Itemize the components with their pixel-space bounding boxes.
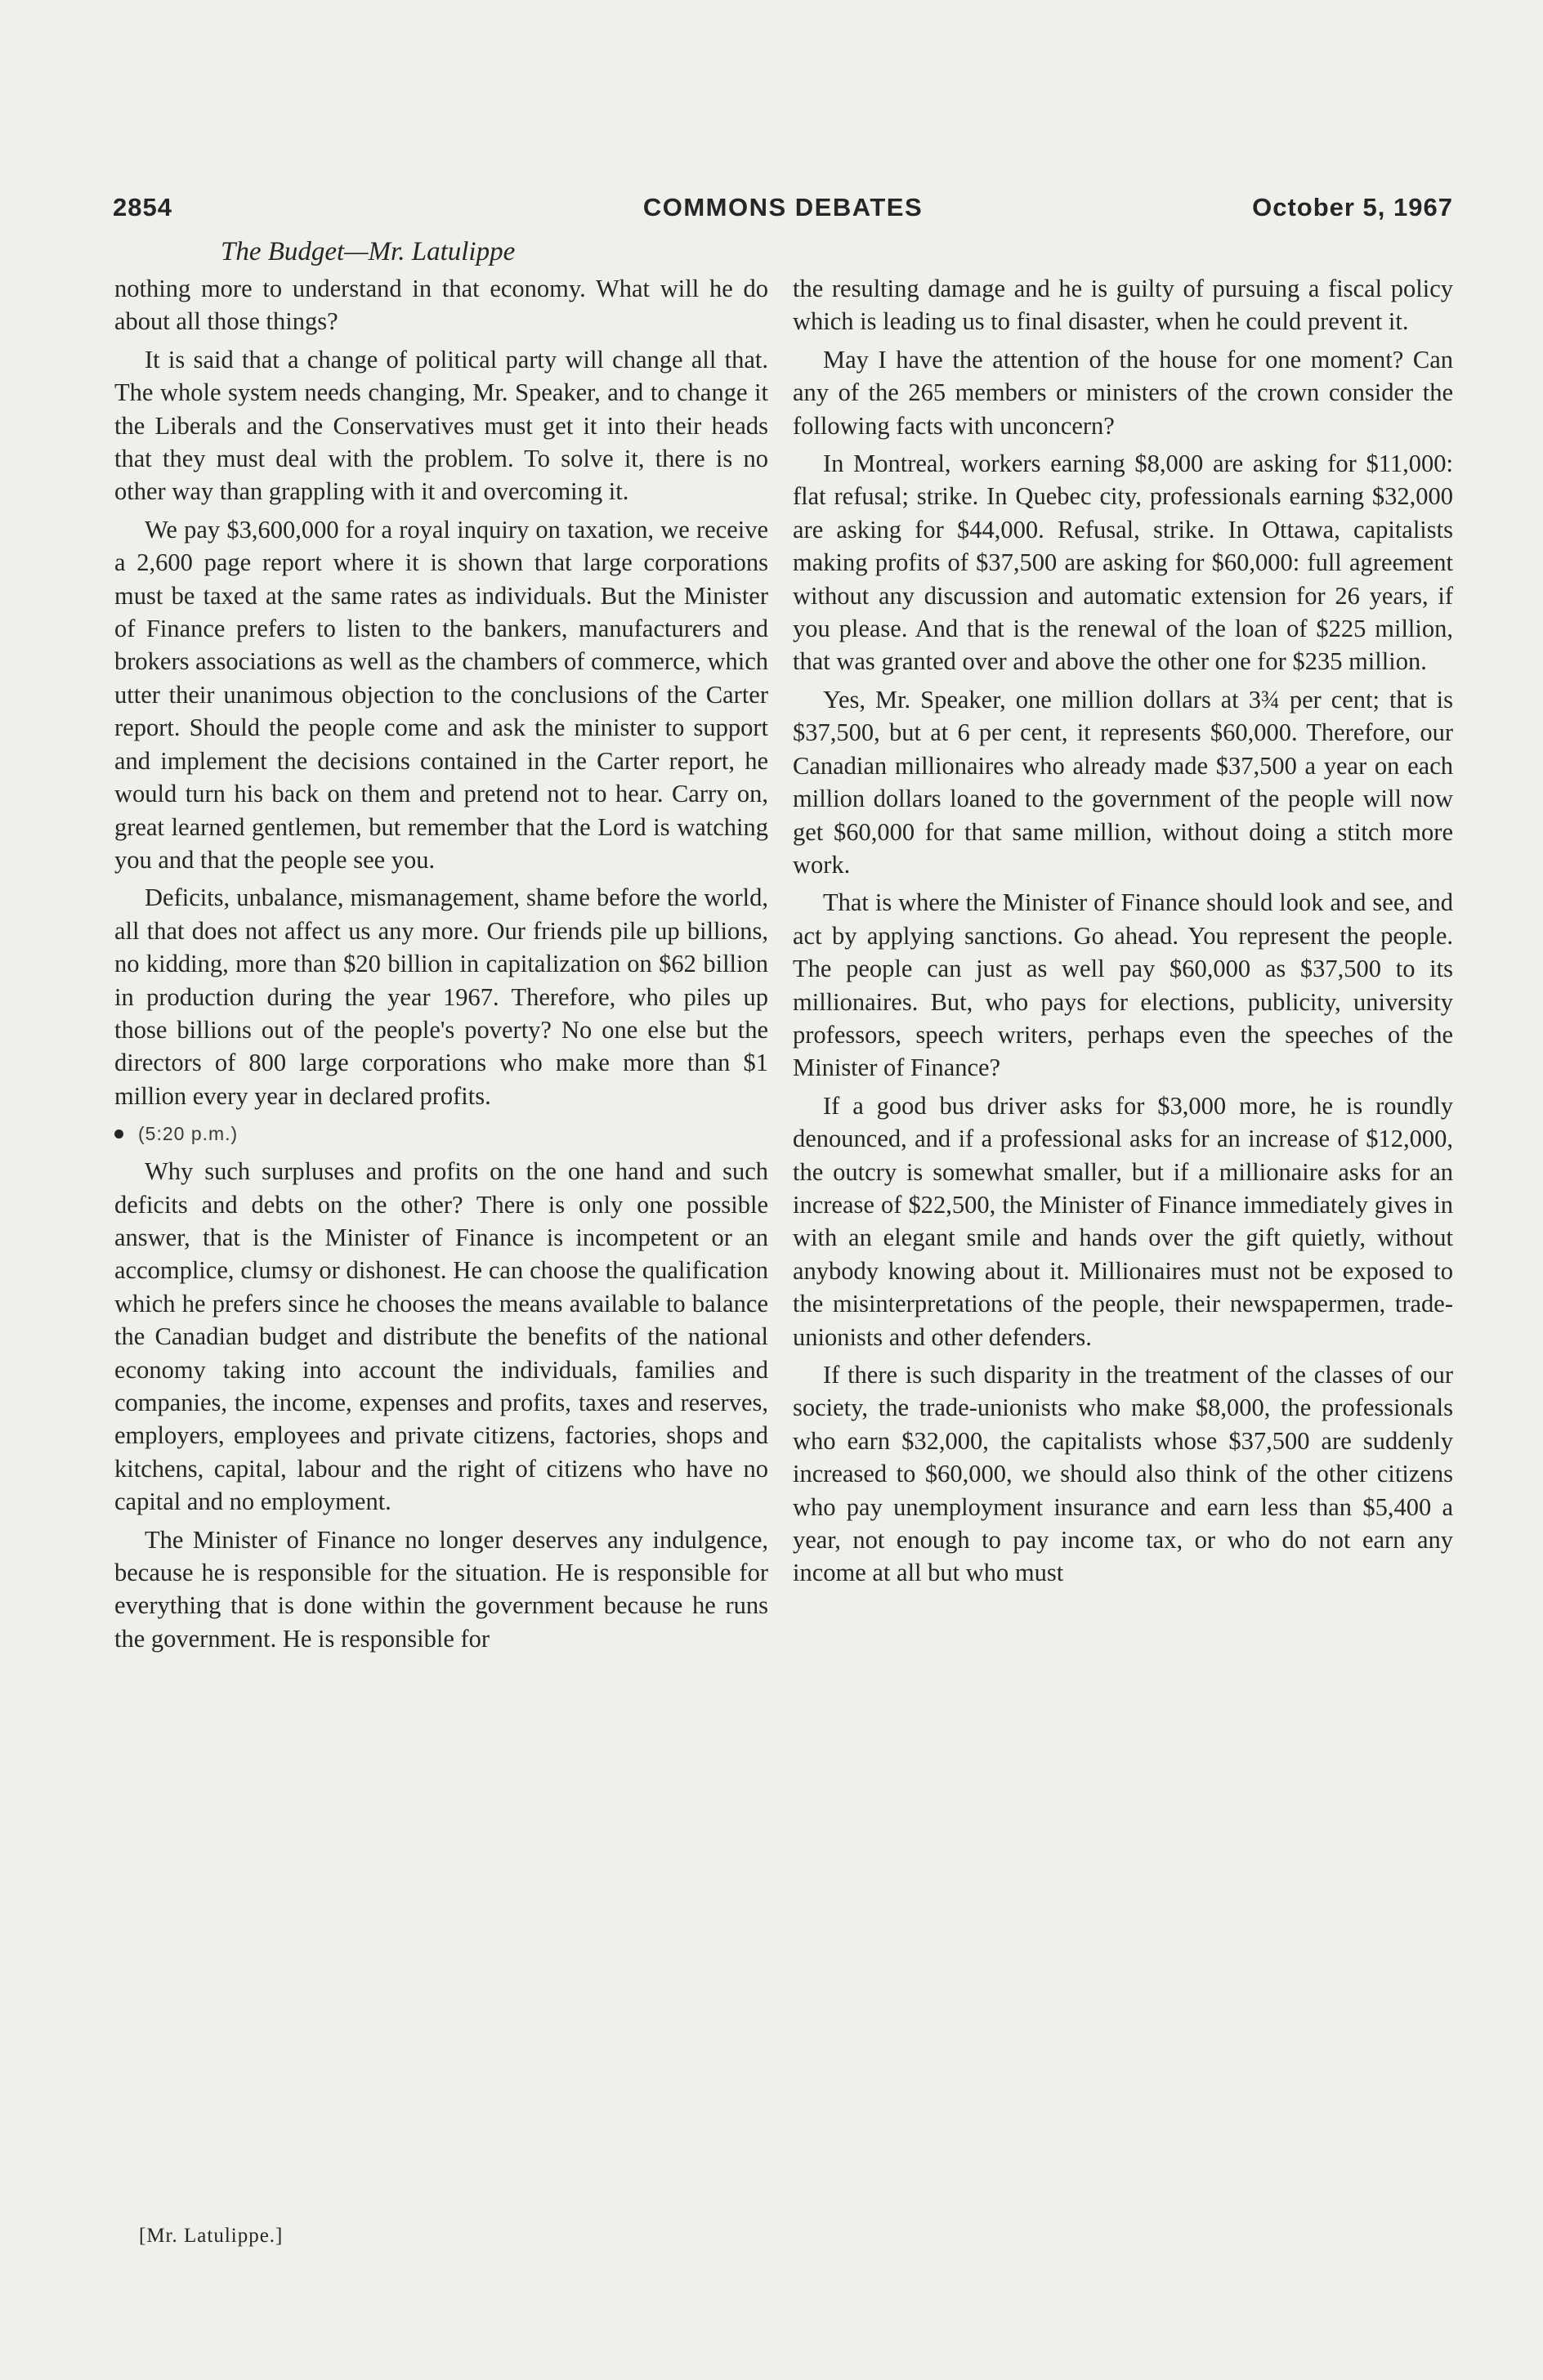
paragraph: the resulting damage and he is guilty of pursuing a fiscal policy which is leading us to final disaster, when he could prevent it. [793,275,1453,336]
timestamp-text: (5:20 p.m.) [138,1123,239,1145]
timestamp-marker [114,1117,768,1150]
paragraph: The Minister of Finance no longer deserves any indulgence, because he is responsible for the situation. He is responsible for everything that is done within the government because he runs the government. He is responsible for [114,1525,768,1653]
right-column [793,272,1453,1595]
paragraph: That is where the Minister of Finance should look and see, and act by applying sanctions. Go ahead. You represent the people. The people can just as well pay $60,000 as $37,500 to its millionaires. But, who pays for elections, publicity, university professors, speech writers, perhaps even the speeches of the Minister of Finance? [793,888,1453,1082]
paragraph: It is said that a change of political party will change all that. The whole system needs changing, Mr. Speaker, and to change it the Liberals and the Conservatives must get it into their heads that they must deal with the problem. To solve it, there is no other way than grappling with it and overcoming it. [114,345,768,506]
speaker-footer: [Mr. Latulippe.] [139,2225,284,2247]
paragraph: If a good bus driver asks for $3,000 more, he is roundly denounced, and if a professional asks for an increase of $12,000, the outcry is somewhat smaller, but if a millionaire asks for an increase of $22,500, the Minister of Finance immediately gives in with an elegant smile and hands over the gift quietly, without anybody knowing about it. Millionaires must not be exposed to the misinterpretations of the people, their newspapermen, trade-unionists and other defenders. [793,1091,1453,1351]
page-number: 2854 [113,193,172,221]
paragraph: If there is such disparity in the treatment of the classes of our society, the trade-unionists who make $8,000, the professionals who earn $32,000, the capitalists whose $37,500 are suddenly increased to $60,000, we should also think of the other citizens who pay unemployment insurance and earn less than $5,400 a year, not enough to pay income tax, or who do not earn any income at all but who must [793,1361,1453,1587]
left-column [114,272,768,1660]
paragraph: Yes, Mr. Speaker, one million dollars at 3¾ per cent; that is $37,500, but at 6 per cent, it represents $60,000. Therefore, our Canadian millionaires who already made $37,500 a year on each million dollars loaned to the government of the people will now get $60,000 for that same million, without doing a stitch more work. [793,685,1453,879]
page-date: October 5, 1967 [1252,193,1453,221]
paragraph: May I have the attention of the house for one moment? Can any of the 265 members or ministers of the crown consider the following facts with unconcern? [793,345,1453,440]
paragraph: We pay $3,600,000 for a royal inquiry on taxation, we receive a 2,600 page report where it is shown that large corporations must be taxed at the same rates as individuals. But the Minister of Finance prefers to listen to the bankers, manufacturers and brokers associations as well as the chambers of commerce, which utter their unanimous objection to the conclusions of the Carter report. Should the people come and ask the minister to support and implement the decisions contained in the Carter report, he would turn his back on them and pretend not to hear. Carry on, great learned gentlemen, but remember that the Lord is watching you and that the people see you. [114,515,768,874]
bullet-icon [114,1130,123,1139]
paragraph: Why such surpluses and profits on the one hand and such deficits and debts on the other? There is only one possible answer, that is the Minister of Finance is incompetent or an accomplice, clumsy or dishonest. He can choose the qualification which he prefers since he chooses the means available to balance the Canadian budget and distribute the benefits of the national economy taking into account the individuals, families and companies, the income, expenses and profits, taxes and reserves, employers, employees and private citizens, factories, shops and kitchens, capital, labour and the right of citizens who have no capital and no employment. [114,1157,768,1516]
publication-title: COMMONS DEBATES [642,193,924,221]
section-subheading: The Budget—Mr. Latulippe [221,237,516,266]
paragraph: In Montreal, workers earning $8,000 are asking for $11,000: flat refusal; strike. In Quebec city, professionals earning $32,000 are asking for $44,000. Refusal, strike. In Ottawa, capitalists making profits of $37,500 are asking for $60,000: full agreement without any discussion and automatic extension for 26 years, if you please. And that is the renewal of the loan of $225 million, that was granted over and above the other one for $235 million. [793,450,1453,676]
paragraph: Deficits, unbalance, mismanagement, shame before the world, all that does not affect us any more. Our friends pile up billions, no kidding, more than $20 billion in capitalization on $62 billion in production during the year 1967. Therefore, who piles up those billions out of the people's poverty? No one else but the directors of 800 large corporations who make more than $1 million every year in declared profits. [114,884,768,1110]
paragraph: nothing more to understand in that economy. What will he do about all those things? [114,275,768,336]
page-header [113,193,1453,230]
